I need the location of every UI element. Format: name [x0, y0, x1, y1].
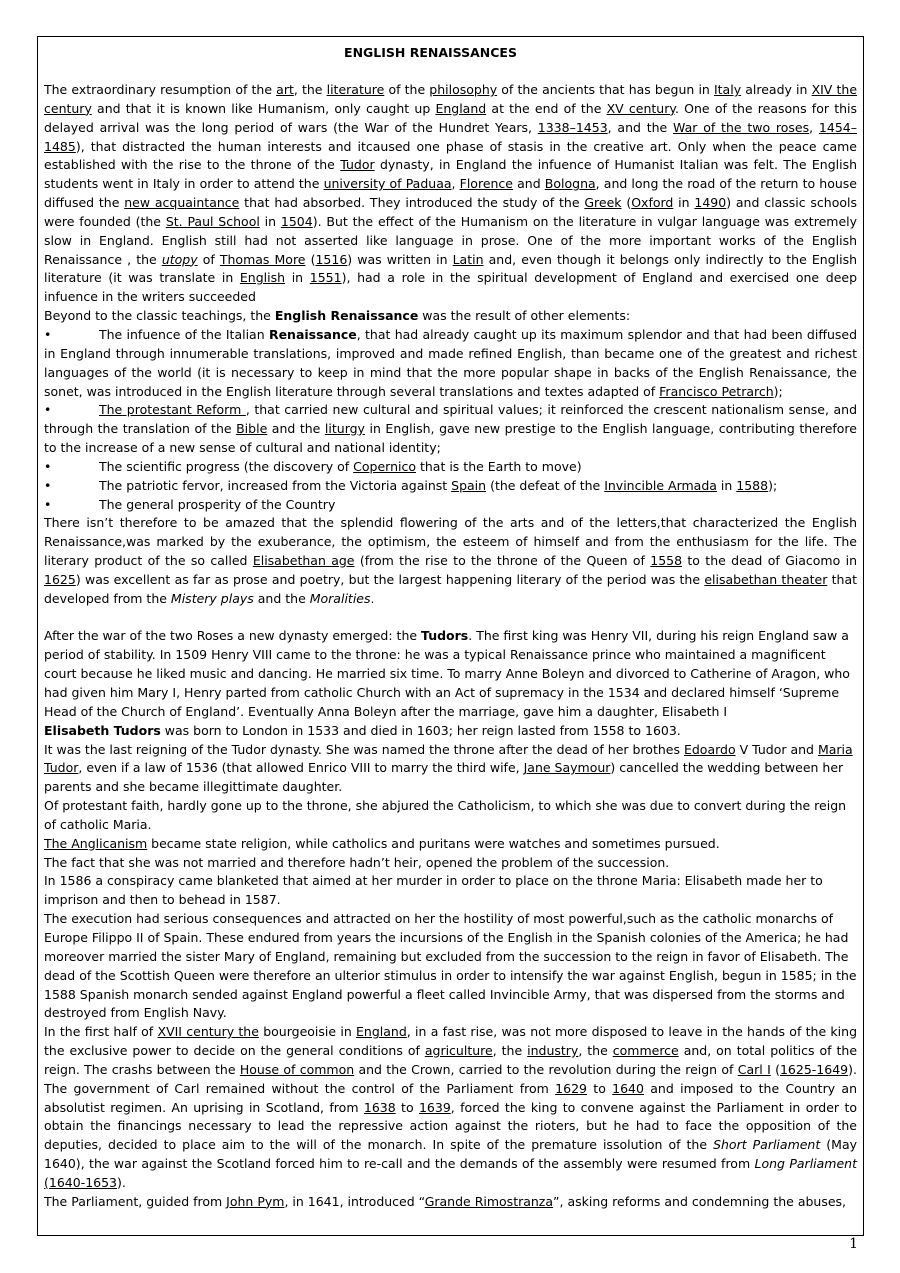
text-run: and, on total politics of the reign. The crashs between the: [44, 1043, 858, 1077]
underlined-term: Italy: [713, 82, 742, 97]
text-run: already in: [741, 82, 812, 97]
page-frame: [37, 36, 864, 1236]
paragraph: [44, 854, 857, 873]
text-run: ) was excellent as far as prose and poetry, but the largest happening literary of the period was the: [75, 571, 705, 587]
underlined-term: John Pym: [226, 1193, 285, 1209]
bullet-item: [44, 401, 857, 458]
underlined-term: industry: [527, 1043, 579, 1059]
underlined-term: Thomas More: [219, 251, 306, 267]
text-run: and imposed to the Country an absolutist regimen. An uprising in Scotland, from: [44, 1080, 858, 1115]
text-run: (May 1640), the war against the Scotland forced him to re-call and the demands of the assembly were resumed from: [44, 1137, 857, 1172]
text-run: ). But the effect of the Humanism on the literature in vulgar language was extremely slow in England. English still had not asserted like language in prose. One of the more important works of the English Renaissance , the: [44, 213, 858, 267]
paragraph: [44, 81, 857, 307]
text-run: It was the last reigning of the Tudor dynasty. She was named the throne after the dead of her brothes: [44, 741, 684, 757]
text-run: in English, gave new prestige to the English language, contributing therefore to the increase of a new sense of cultural and national identity;: [44, 421, 857, 456]
italic-term: Mistery plays: [170, 590, 254, 606]
underlined-term: Bologna: [544, 176, 596, 192]
bold-term: Elisabeth Tudors: [44, 722, 161, 738]
underlined-term: Elisabethan age: [252, 553, 355, 569]
paragraph: [44, 910, 857, 1023]
text-run: that developed from the: [44, 571, 858, 606]
bold-term: Renaissance: [268, 326, 357, 342]
underlined-term: England: [435, 100, 487, 116]
text-run: and: [513, 176, 545, 192]
text-run: ,: [451, 176, 460, 192]
text-run: was the result of other elements:: [418, 308, 631, 324]
text-run: bourgeoisie in: [258, 1024, 357, 1040]
paragraph: [44, 1193, 857, 1212]
text-run: and, even though it belongs only indirectly to the English literature (it was translate in: [44, 251, 858, 286]
underlined-term: Invincible Armada: [604, 477, 717, 493]
text-run: The fact that she was not married and therefore hadn’t heir, opened the problem of the succession.: [44, 854, 670, 870]
text-run: . The first king was Henry VII, during his reign England saw a period of stability. In 1509 Henry VIII came to the throne: he was a typical Renaissance prince who maintained a magnificent court because he liked music and dancing. He married six time. To marry Anne Boleyn and divorced to Catherine of Aragon, who had given him Mary I, Henry parted from catholic Church with an Act of supremacy in the 1534 and declared himself ‘Supreme Head of the Church of England’. Eventually Anna Boleyn after the marriage, gave him a daughter, Elisabeth I: [44, 628, 850, 719]
italic-term: Moralities: [309, 590, 371, 606]
underlined-term: England: [356, 1024, 407, 1040]
paragraph-gap: [44, 609, 857, 628]
text-run: In 1586 a conspiracy came blanketed that aimed at her murder in order to place on the throne Maria: Elisabeth made her to imprison and then to behead in 1587.: [44, 873, 823, 908]
paragraph: [44, 797, 857, 835]
paragraph: [44, 872, 857, 910]
underlined-term: art: [276, 82, 294, 97]
underlined-term: 1588: [736, 477, 769, 493]
underlined-term: House of common: [239, 1061, 355, 1077]
text-run: );: [768, 477, 778, 493]
text-run: ) was written in: [347, 251, 453, 267]
underlined-term: 1338–1453: [537, 119, 608, 135]
text-run: (: [770, 1061, 780, 1077]
text-run: was born to London in 1533 and died in 1603; her reign lasted from 1558 to 1603.: [160, 722, 681, 738]
text-run: , that carried new cultural and spiritual values; it reinforced the crescent nationalism sense, and through the translation of the: [44, 402, 857, 437]
underlined-term: English: [239, 270, 286, 286]
underlined-term: The Anglicanism: [44, 835, 148, 851]
text-run: , and long the road of the return to house diffused the: [44, 176, 857, 211]
text-run: , that had already caught up its maximum splendor and that had been diffused in England through innumerable translations, improved and made refined English, than became one of the greatest and richest languages of the world (it is necessary to keep in mind that the more popular shape in backs of the English Renaissance, the sonet, was introduced in the English literature through several translations and textes adapted of: [44, 326, 857, 399]
text-run: to the dead of Giacomo in: [682, 553, 857, 569]
underlined-term: 1625: [44, 571, 76, 587]
text-run: , forced the king to convene against the Parliament in order to obtain the financings necessary to lead the repressive action against the rioters, but he had to face the opposition of the deputies, decided to place aim to the will of the monarch. In spite of the premature issolution of the: [44, 1099, 857, 1153]
text-run: (: [621, 195, 632, 211]
underlined-term: Oxford: [631, 195, 674, 211]
bold-term: Tudors: [421, 628, 469, 644]
text-run: The extraordinary resumption of the: [44, 82, 277, 97]
underlined-term: Carl I: [737, 1061, 771, 1077]
bold-term: English Renaissance: [274, 308, 419, 324]
underlined-term: War of the two roses: [673, 119, 810, 135]
text-run: , and the: [607, 119, 674, 135]
underlined-term: XV century: [606, 100, 675, 116]
underlined-term: commerce: [612, 1043, 679, 1059]
text-run: The execution had serious consequences and attracted on her the hostility of most powerful,such as the catholic monarchs of Europe Filippo II of Spain. These endured from years the incursions of the English in the Spanish colonies of the America; he had moreover married the sister Mary of England, remaining but excluded from the succession to the reign in favor of Elisabeth. The dead of the Scottish Queen were therefore an ulterior stimulus in order to intensify the war against English, begun in 1585; in the 1588 Spanish monarch sended against England powerful a fleet called Invincible Army, that was dispersed from the storms and destroyed from English Navy.: [44, 911, 857, 1021]
text-run: The scientific progress (the discovery of: [99, 458, 354, 474]
text-run: of the ancients that has begun in: [497, 82, 714, 97]
document-title: ENGLISH RENAISSANCES: [344, 45, 517, 60]
underlined-term: St. Paul School: [165, 213, 260, 229]
underlined-term: Tudor: [340, 157, 375, 173]
paragraph: [44, 514, 857, 608]
text-run: ).: [117, 1174, 126, 1190]
underlined-term: Grande Rimostranza: [424, 1193, 554, 1209]
underlined-term: new acquaintance: [124, 195, 240, 211]
bullet-icon: •: [44, 458, 52, 474]
text-run: V Tudor and: [735, 741, 818, 757]
underlined-term: Greek: [584, 195, 622, 211]
underlined-term: 1639: [418, 1099, 451, 1115]
underlined-term: 1516: [315, 251, 348, 267]
text-run: After the war of the two Roses a new dynasty emerged: the: [44, 628, 422, 644]
underlined-term: Jane Saymour: [523, 760, 611, 776]
text-run: and the Crown, carried to the revolution during the reign of: [354, 1061, 738, 1077]
text-run: that had absorbed. They introduced the study of the: [239, 195, 585, 211]
underlined-term: university of Paduaa: [323, 176, 452, 192]
underlined-term: Spain: [451, 477, 487, 493]
bullet-item: [44, 326, 857, 401]
text-run: to: [395, 1099, 419, 1115]
bullet-item: [44, 458, 857, 477]
text-run: Of protestant faith, hardly gone up to the throne, she abjured the Catholicism, to which she was due to convert during the reign of catholic Maria.: [44, 798, 847, 832]
text-run: of the: [384, 82, 430, 97]
underlined-term: philosophy: [429, 82, 498, 97]
text-run: ,: [809, 119, 819, 135]
bullet-item: [44, 496, 857, 515]
underlined-term: (1640-1653: [44, 1174, 118, 1190]
text-run: of: [197, 251, 220, 267]
paragraph: [44, 835, 857, 854]
text-run: , in a fast rise, was not more disposed to leave in the hands of the king the exclusive power to decide on the general conditions of: [44, 1024, 858, 1059]
text-run: at the end of the: [486, 100, 607, 116]
text-run: The patriotic fervor, increased from the Victoria against: [99, 477, 452, 493]
underlined-term: Bible: [236, 421, 268, 437]
document-body: [44, 81, 857, 1212]
text-run: , the: [492, 1043, 528, 1059]
text-run: (from the rise to the throne of the Queen of: [354, 553, 651, 569]
bullet-icon: •: [44, 402, 52, 418]
underlined-term: 1490: [694, 195, 727, 211]
underlined-term: 1625-1649: [779, 1061, 849, 1077]
underlined-term: agriculture: [424, 1043, 493, 1059]
text-run: and the: [267, 421, 325, 437]
text-run: ). The government of Carl remained without the control of the Parliament from: [44, 1061, 857, 1096]
underlined-term: The protestant Reform: [99, 402, 246, 418]
italic-term: Long Parliament: [754, 1156, 857, 1172]
text-run: In the first half of: [44, 1024, 158, 1040]
paragraph: [44, 1023, 857, 1193]
text-run: , the: [578, 1043, 613, 1059]
bullet-item: [44, 477, 857, 496]
underlined-term: 1629: [555, 1080, 587, 1096]
text-run: The infuence of the Italian: [99, 326, 269, 342]
text-run: The Parliament, guided from: [44, 1193, 227, 1209]
text-run: );: [773, 383, 783, 399]
text-run: .: [370, 590, 375, 606]
underlined-term: Florence: [459, 176, 513, 192]
underlined-term: 1640: [612, 1080, 644, 1096]
underlined-term: Francisco Petrarch: [659, 383, 774, 399]
underlined-term: XIV the century: [44, 82, 858, 116]
paragraph: [44, 741, 857, 798]
bullet-icon: •: [44, 326, 52, 342]
italic-term: Short Parliament: [713, 1137, 821, 1153]
bullet-icon: •: [44, 496, 52, 512]
text-run: to: [586, 1080, 613, 1096]
text-run: . One of the reasons for this delayed arrival was the long period of wars (the War of the Hundret Years,: [44, 100, 858, 135]
text-run: , in 1641, introduced “: [284, 1193, 425, 1209]
text-run: There isn’t therefore to be amazed that the splendid flowering of the arts and of the letters,that characterized the English Renaissance,was marked by the exuberance, the optimism, the esteem of himself and from the enthusiasm for the life. The literary product of the so called: [44, 515, 857, 569]
text-run: and that it is known like Humanism, only caught up: [91, 100, 436, 116]
text-run: ), that distracted the human interests and itcaused one phase of stasis in the creative art. Only when the peace came established with the rise to the throne of the: [44, 138, 857, 173]
underlined-term: elisabethan theater: [704, 571, 828, 587]
text-run: and the: [253, 590, 310, 606]
text-run: ), had a role in the spiritual development of England and exercised one deep infuence in the writers succeeded: [44, 270, 858, 305]
text-run: in: [716, 477, 737, 493]
text-run: (the defeat of the: [486, 477, 605, 493]
text-run: ) cancelled the wedding between her parents and she became illegittimate daughter.: [44, 760, 844, 795]
underlined-term: Latin: [452, 251, 484, 267]
underlined-term: XVII century the: [157, 1024, 259, 1040]
bullet-icon: •: [44, 477, 52, 493]
underlined-term: Edoardo: [683, 741, 736, 757]
paragraph: [44, 627, 857, 721]
text-run: became state religion, while catholics and puritans were watches and sometimes pursued.: [147, 835, 720, 851]
text-run: that is the Earth to move): [416, 458, 582, 474]
underlined-term: liturgy: [324, 421, 365, 437]
text-run: in: [259, 213, 281, 229]
underlined-term: 1638: [363, 1099, 396, 1115]
underlined-term: utopy: [161, 251, 198, 267]
underlined-term: Maria Tudor: [44, 741, 853, 776]
underlined-term: 1558: [650, 553, 683, 569]
text-run: The general prosperity of the Country: [99, 496, 336, 512]
text-run: , even if a law of 1536 (that allowed Enrico VIII to marry the third wife,: [78, 760, 524, 776]
text-run: in: [673, 195, 695, 211]
text-run: , the: [293, 82, 327, 97]
text-run: Beyond to the classic teachings, the: [44, 308, 275, 324]
page-number: 1: [849, 1236, 858, 1252]
underlined-term: 1504: [280, 213, 313, 229]
text-run: in: [285, 270, 310, 286]
text-run: ”, asking reforms and condemning the abuses,: [553, 1193, 847, 1209]
underlined-term: Copernico: [353, 458, 416, 474]
text-run: dynasty, in England the infuence of Humanist Italian was felt. The English students went in Italy in order to attend the: [44, 157, 858, 192]
text-run: ) and classic schools were founded (the: [44, 195, 857, 229]
underlined-term: literature: [326, 82, 385, 97]
text-run: (: [305, 251, 316, 267]
underlined-term: 1454–1485: [44, 119, 857, 154]
underlined-term: 1551: [309, 270, 342, 286]
paragraph: [44, 307, 857, 326]
paragraph: [44, 722, 857, 741]
